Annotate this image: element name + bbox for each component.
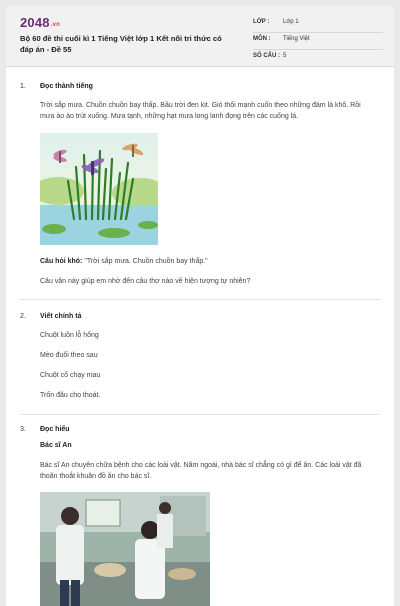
meta-table bbox=[253, 16, 383, 67]
meta-key: LỚP : bbox=[253, 19, 270, 25]
dragonfly-reeds-illustration bbox=[40, 133, 158, 245]
meta-row-class bbox=[253, 16, 383, 33]
question-text: Câu văn này giúp em nhớ đến câu thơ nào về hiện tượng tự nhiên? bbox=[40, 278, 251, 285]
veterinarians-photo bbox=[40, 492, 210, 606]
meta-row-count bbox=[253, 50, 383, 67]
section-number: 2. bbox=[20, 313, 26, 320]
meta-key: MÔN : bbox=[253, 36, 271, 42]
section-title: Đọc hiểu bbox=[40, 426, 70, 433]
document-title: Bộ 60 đề thi cuối kì 1 Tiếng Việt lớp 1 Kết nối tri thức có đáp án - Đề 55 bbox=[20, 34, 222, 54]
section-number: 3. bbox=[20, 426, 26, 433]
section-number: 1. bbox=[20, 83, 26, 90]
divider bbox=[20, 414, 380, 415]
meta-value: Lớp 1 bbox=[283, 19, 299, 25]
meta-value: 5 bbox=[283, 53, 287, 59]
page bbox=[6, 6, 394, 606]
section-title: Viết chính tả bbox=[40, 313, 82, 320]
poem-line: Chuột luồn lỗ hổng bbox=[40, 332, 99, 339]
section-title: Đọc thành tiếng bbox=[40, 83, 93, 90]
poem-line: Chuột cố chạy mau bbox=[40, 372, 101, 379]
story-passage: Bác sĩ An chuyên chữa bệnh cho các loài vật. Năm ngoái, nhà bác sĩ chẳng có gì để ăn. Các loài vật đã thoăn thoắt khuân đồ ăn cho bác sĩ. bbox=[40, 462, 362, 480]
meta-value: Tiếng Việt bbox=[283, 36, 310, 42]
hard-question: Câu hỏi khó: "Trời sắp mưa. Chuồn chuồn bay thấp." bbox=[40, 258, 208, 265]
poem-line: Trốn đâu cho thoát. bbox=[40, 392, 101, 399]
poem-line: Mèo đuổi theo sau bbox=[40, 352, 98, 359]
divider bbox=[20, 299, 380, 300]
site-logo[interactable]: 2048.vn bbox=[20, 15, 61, 30]
meta-row-subject bbox=[253, 33, 383, 50]
header bbox=[6, 6, 394, 67]
reading-passage: Trời sắp mưa. Chuồn chuồn bay thấp. Bầu trời đen kịt. Gió thổi mạnh cuốn theo những đám lá khô. Rồi mưa ào ào trút xuống. Mưa tạnh, những hạt mưa long lanh đọng trên các cuống lá. bbox=[40, 102, 361, 120]
meta-key: SỐ CÂU : bbox=[253, 53, 280, 59]
story-title: Bác sĩ An bbox=[40, 442, 72, 449]
